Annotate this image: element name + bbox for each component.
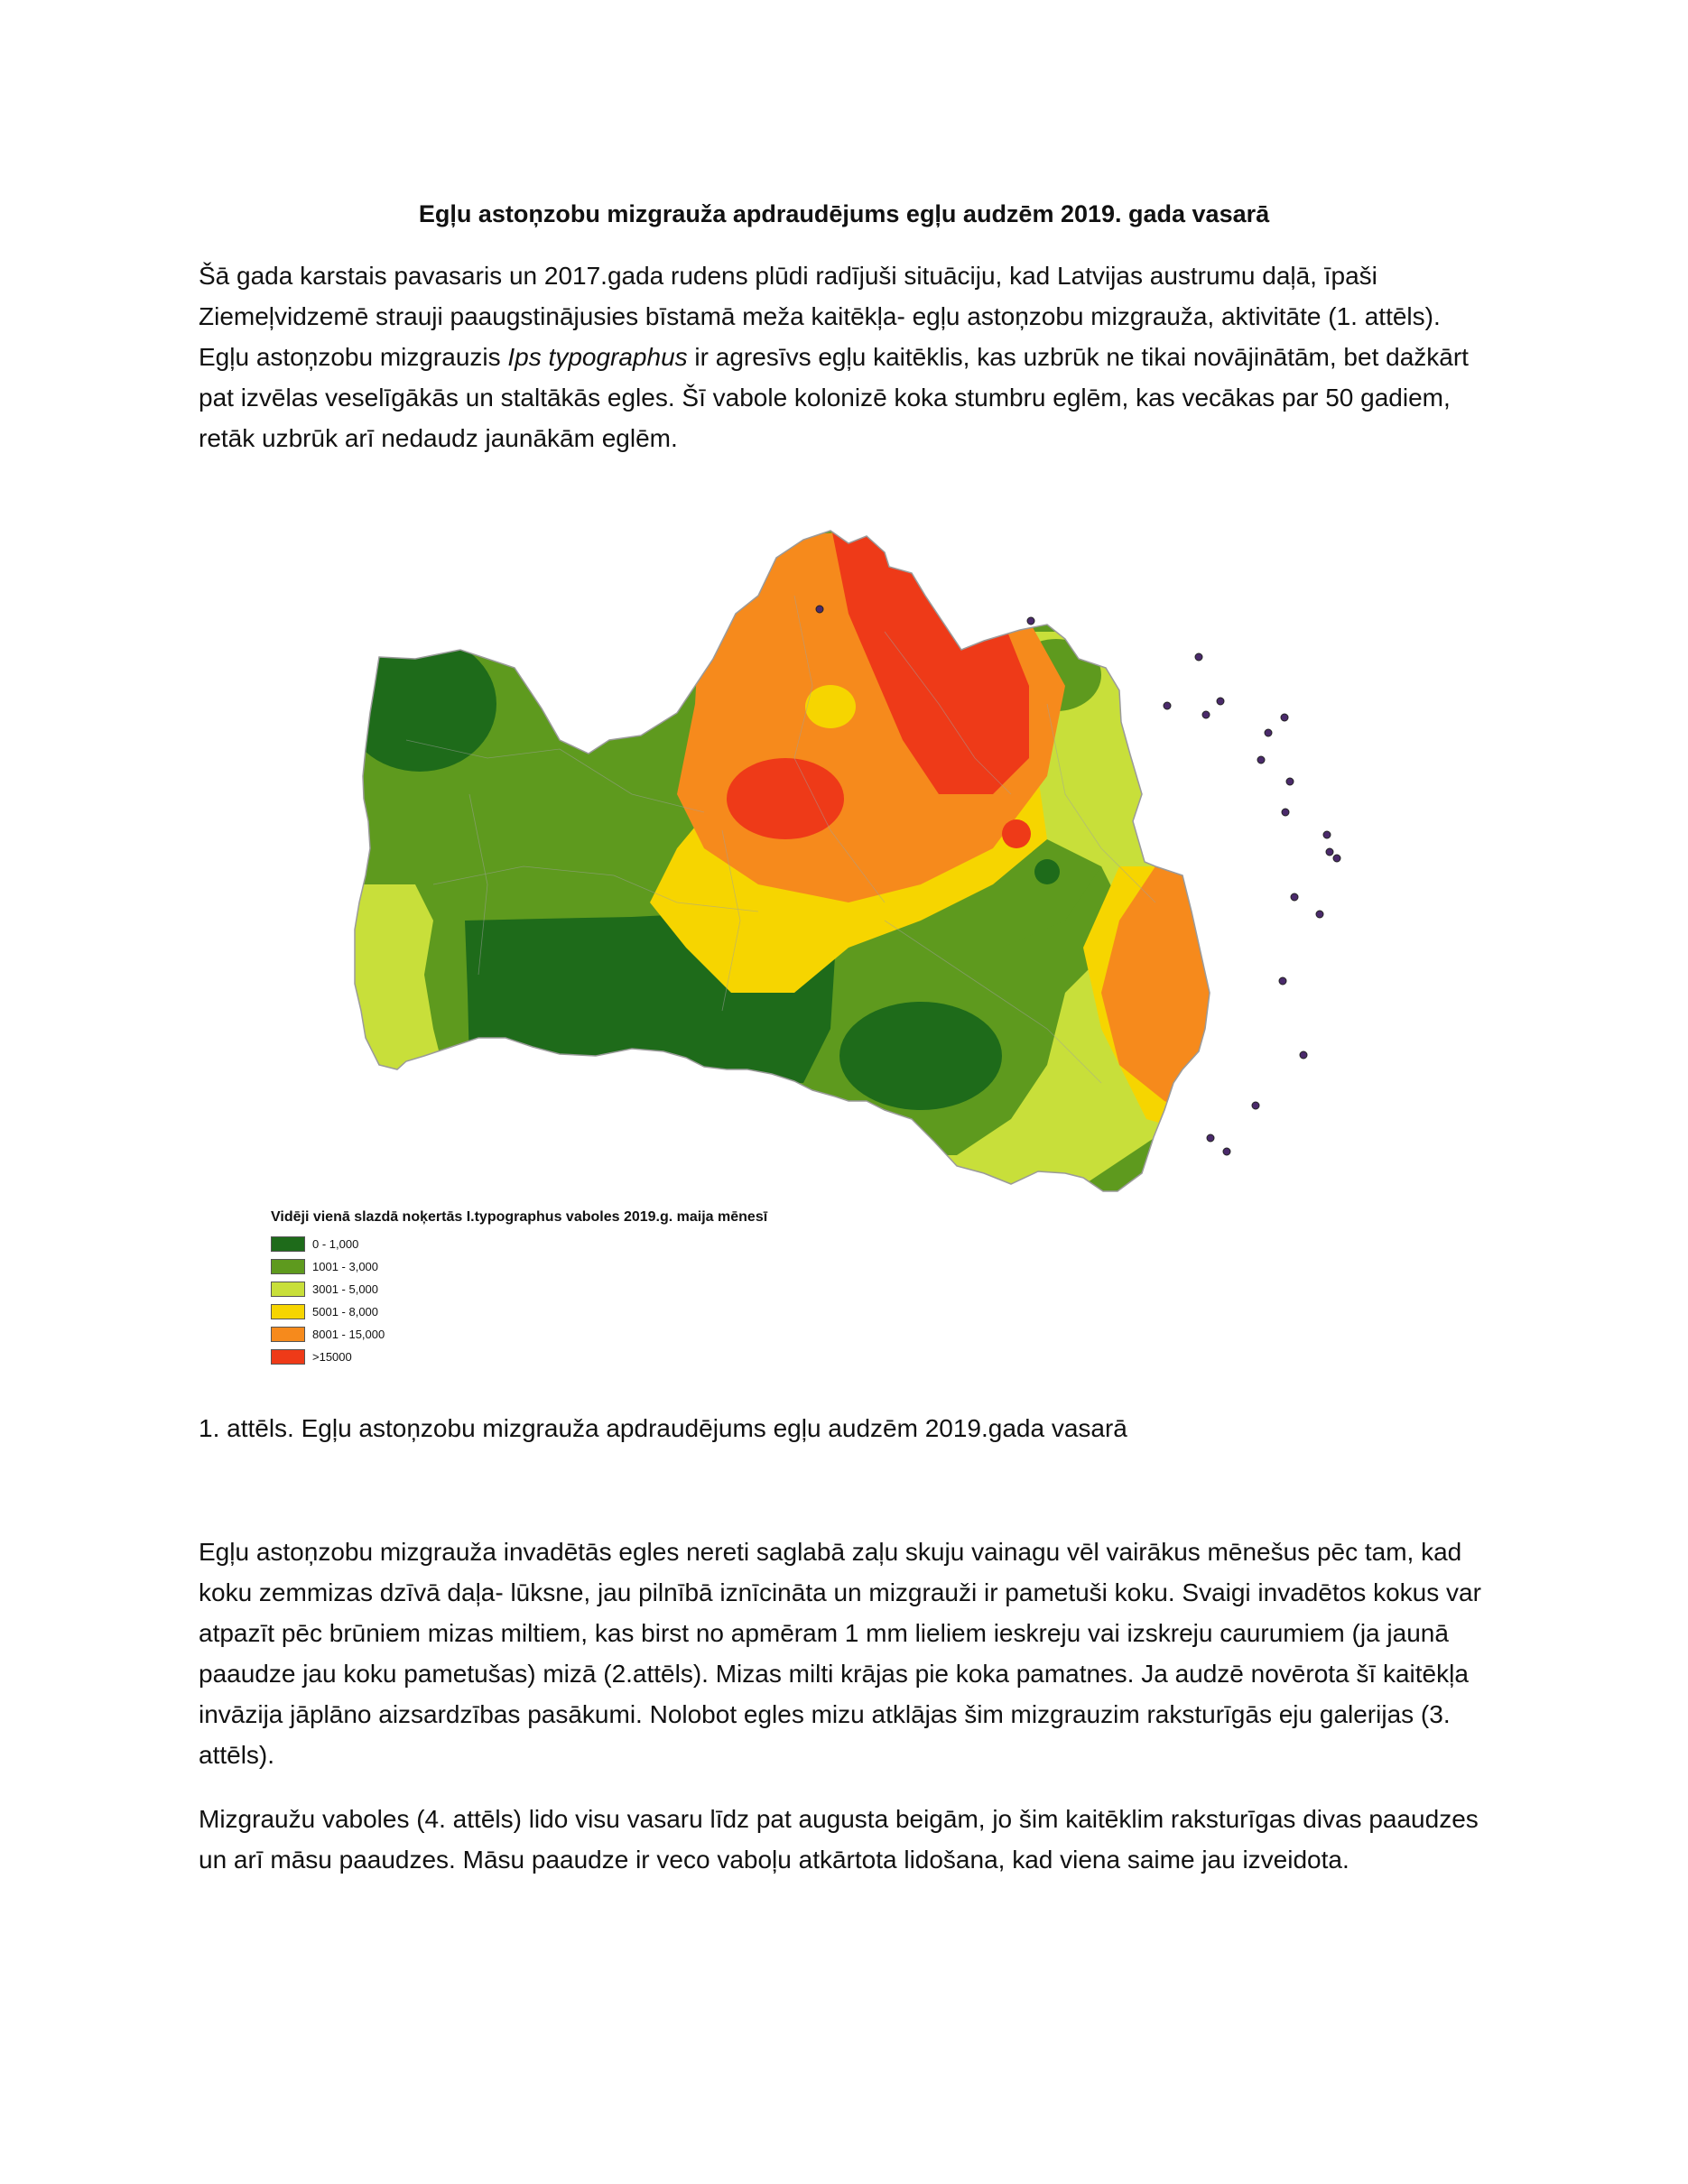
trap-point [1286,778,1294,785]
legend-item [271,1255,903,1278]
legend-label: 8001 - 15,000 [312,1328,385,1341]
trap-point [1323,831,1331,838]
trap-point [1252,1102,1259,1109]
trap-point [1291,893,1298,901]
legend-item [271,1300,903,1323]
trap-point [1207,1134,1214,1142]
paragraph-intro [199,255,1489,458]
latvia-risk-map-figure [253,523,1444,1390]
legend-label: 0 - 1,000 [312,1237,359,1251]
legend-label: 3001 - 5,000 [312,1282,379,1296]
trap-point [1223,1148,1230,1155]
trap-point [1279,977,1286,985]
trap-point [1282,809,1289,816]
legend-items [271,1233,903,1368]
paragraph-intro-part2: ir agresīvs egļu kaitēklis, kas uzbrūk ne tikai novājinātām, bet dažkārt pat izvēlas veselīgākās un staltākās egles. Šī vabole kolonizē koka stumbru eglēm, kas vecākas par 50 gadiem, retāk uzbrūk arī nedaudz jaunākām eglēm. [199,343,1469,452]
legend-item [271,1278,903,1300]
trap-point [1202,711,1210,718]
legend-item [271,1233,903,1255]
trap-point [1195,653,1202,661]
legend-swatch [271,1327,305,1342]
species-name: Ips typographus [507,343,688,371]
zone-central-red [727,758,844,839]
legend-swatch [271,1349,305,1365]
legend-swatch [271,1259,305,1274]
trap-point [1164,702,1171,709]
legend-swatch [271,1304,305,1319]
trap-point [1316,911,1323,918]
legend-title: Vidēji vienā slazdā noķertās I.typographus vaboles 2019.g. maija mēnesī [271,1209,768,1225]
trap-point [1217,698,1224,705]
paragraph-intro-part1: Šā gada karstais pavasaris un 2017.gada rudens plūdi radījuši situāciju, kad Latvijas austrumu daļā, īpaši Ziemeļvidzemē strauji paaugstinājusies bīstamā meža kaitēkļa- egļu astoņzobu mizgrauža, aktivitāte (1. attēls). Egļu astoņzobu mizgrauzis [199,262,1441,371]
trap-point [1326,848,1333,856]
trap-point [1027,617,1034,625]
zone-east-dark-small [1034,859,1060,884]
legend-item [271,1346,903,1368]
zone-east-dark [839,1002,1002,1110]
legend-swatch [271,1282,305,1297]
trap-point [1281,714,1288,721]
paragraph-flight: Mizgraužu vaboles (4. attēls) lido visu vasaru līdz pat augusta beigām, jo šim kaitēklim raksturīgas divas paaudzes un arī māsu paaudzes. Māsu paaudze ir veco vaboļu atkārtota lidošana, kad viena saime jau izveidota. [199,1805,1479,1874]
zone-yellow-island [805,685,856,728]
legend-label: >15000 [312,1350,352,1364]
legend-label: 1001 - 3,000 [312,1260,379,1273]
trap-point [1257,756,1265,763]
document-title: Egļu astoņzobu mizgrauža apdraudējums egļu audzēm 2019. gada vasarā [418,200,1270,227]
figure-caption: 1. attēls. Egļu astoņzobu mizgrauža apdraudējums egļu audzēm 2019.gada vasarā [199,1414,1127,1442]
trap-point [1333,855,1340,862]
trap-point [1265,729,1272,736]
map-legend [271,1209,903,1368]
trap-point [1300,1051,1307,1059]
trap-point [816,606,823,613]
legend-label: 5001 - 8,000 [312,1305,379,1319]
legend-item [271,1323,903,1346]
zone-east-red-small [1002,819,1031,848]
paragraph-symptoms: Egļu astoņzobu mizgrauža invadētās egles nereti saglabā zaļu skuju vainagu vēl vairākus mēnešus pēc tam, kad koku zemmizas dzīvā daļa- lūksne, jau pilnībā iznīcināta un mizgrauži ir pametuši koku. Svaigi invadētos kokus var atpazīt pēc brūniem mizas miltiem, kas birst no apmēram 1 mm lieliem ieskreju vai izskreju caurumiem (ja jaunā paaudze jau koku pametušas) mizā (2.attēls). Mizas milti krājas pie koka pamatnes. Ja audzē novērota šī kaitēkļa invāzija jāplāno aizsardzības pasākumi. Nolobot egles mizu atklājas šim mizgrauzim raksturīgās eju galerijas (3. attēls). [199,1538,1481,1769]
legend-swatch [271,1236,305,1252]
